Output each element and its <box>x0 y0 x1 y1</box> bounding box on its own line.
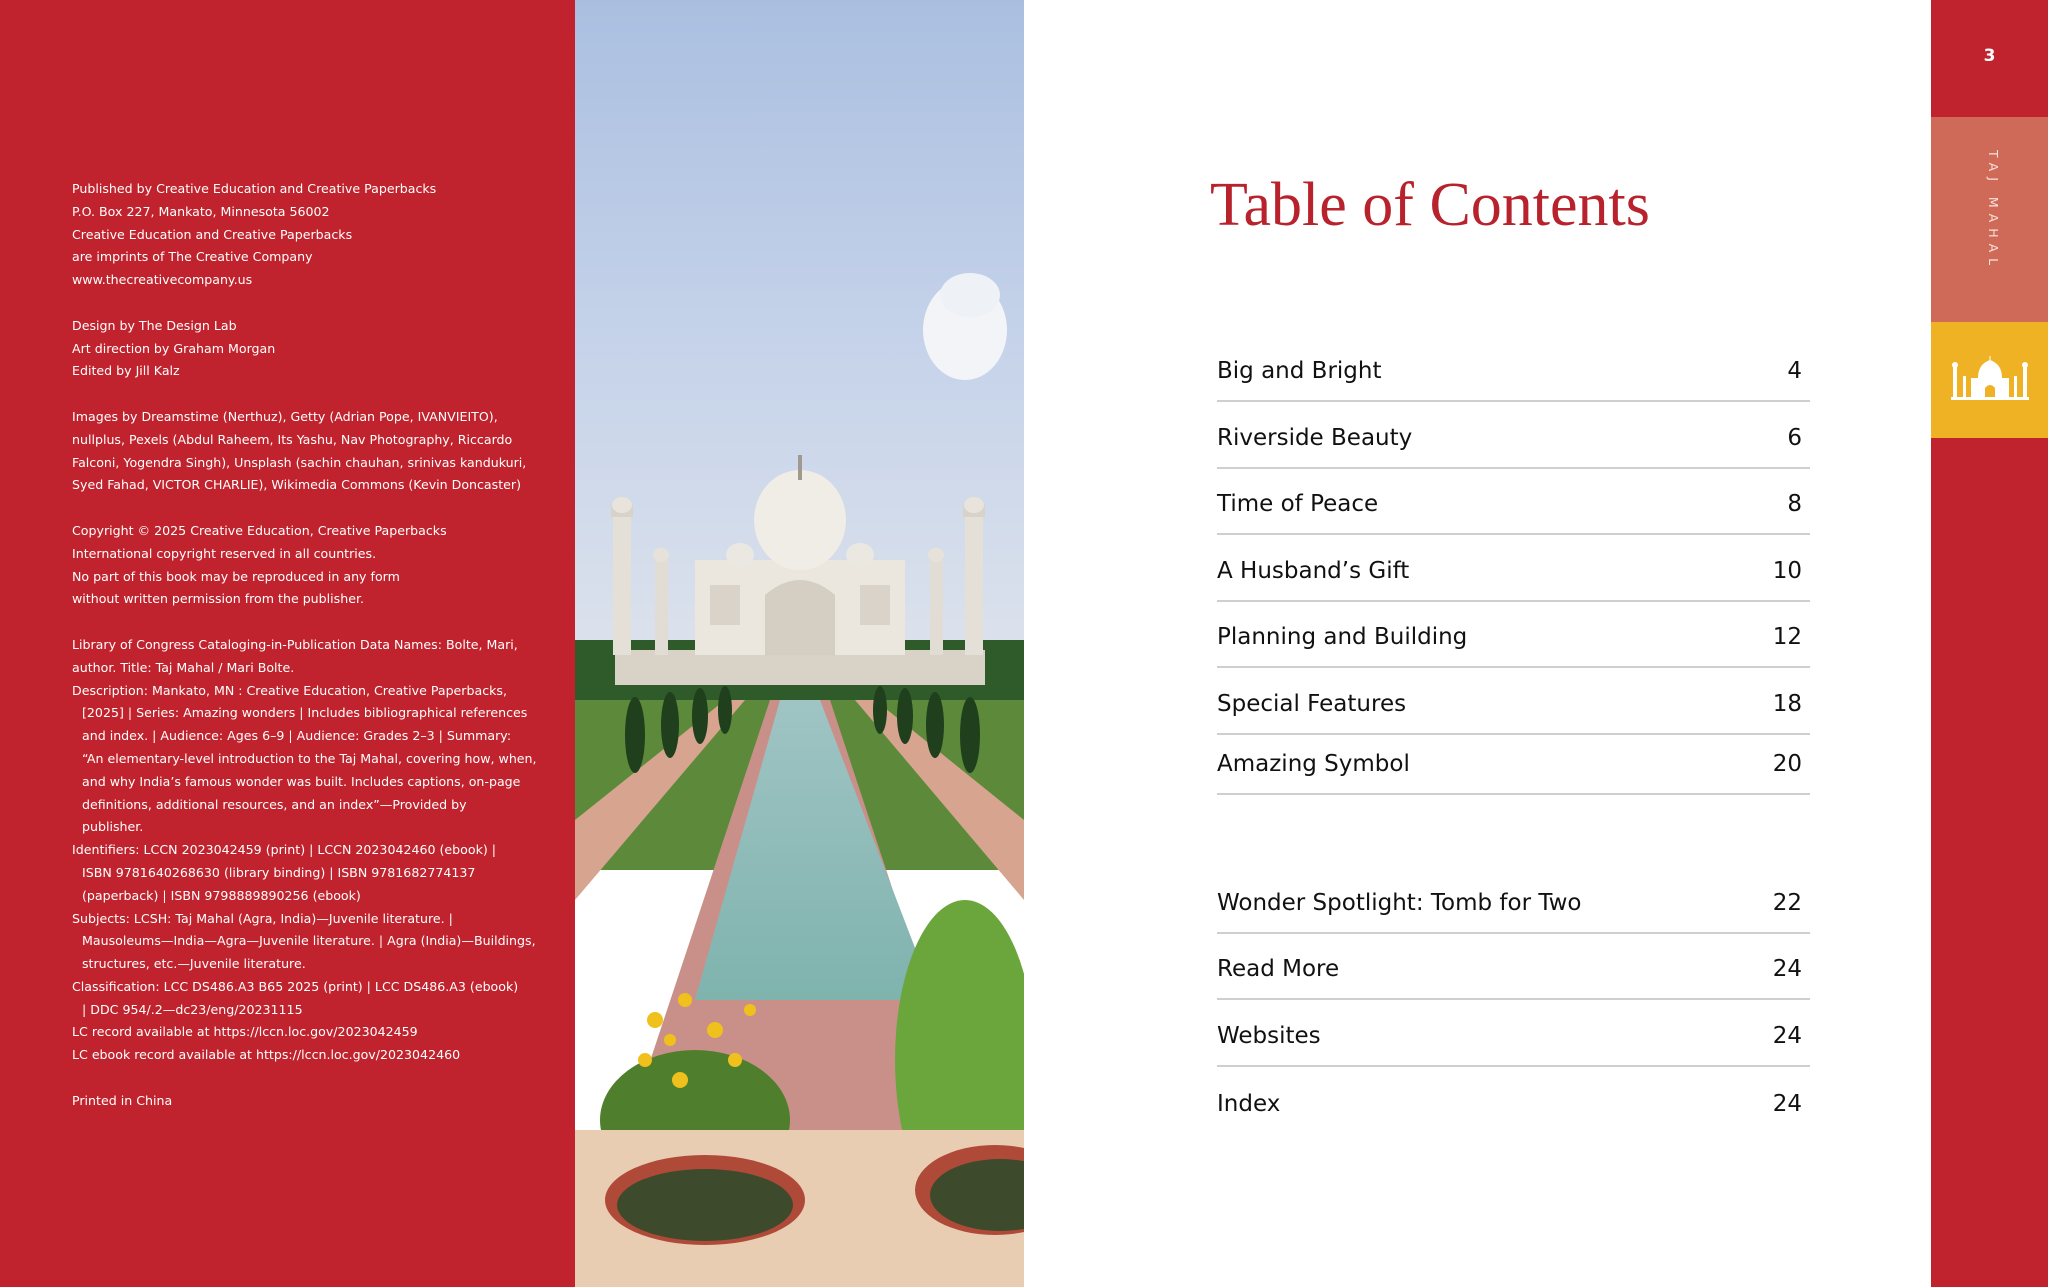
toc-entry-page: 10 <box>1772 558 1802 584</box>
colophon-line: structures, etc.—Juvenile literature. <box>82 956 306 972</box>
toc-entry-page: 20 <box>1772 751 1802 777</box>
section-icon-box <box>1931 322 2048 438</box>
toc-entry-page: 24 <box>1772 1091 1802 1117</box>
colophon-line: without written permission from the publisher. <box>72 591 364 607</box>
colophon-line: Description: Mankato, MN : Creative Education, Creative Paperbacks, <box>72 682 507 698</box>
toc-entry-title: Big and Bright <box>1217 358 1382 384</box>
toc-entry-title: Riverside Beauty <box>1217 425 1413 451</box>
colophon-line: P.O. Box 227, Mankato, Minnesota 56002 <box>72 203 330 219</box>
toc-entry-page: 22 <box>1772 890 1802 916</box>
toc-entry-page: 18 <box>1772 691 1802 717</box>
colophon-line: author. Title: Taj Mahal / Mari Bolte. <box>72 659 295 675</box>
colophon-line: www.thecreativecompany.us <box>72 272 253 288</box>
toc-entry[interactable] <box>1217 1001 1810 1067</box>
toc-entry[interactable] <box>1217 1067 1810 1133</box>
toc-entry-title: Read More <box>1217 956 1340 982</box>
colophon-line: and why India’s famous wonder was built. Includes captions, on-page <box>82 773 521 789</box>
toc-entry-title: Planning and Building <box>1217 624 1468 650</box>
toc-entry[interactable] <box>1217 403 1810 469</box>
colophon-panel <box>0 0 575 1287</box>
toc-entry-title: Amazing Symbol <box>1217 751 1410 777</box>
toc-entry-title: Special Features <box>1217 691 1407 717</box>
toc-entry-title: Index <box>1217 1091 1281 1117</box>
colophon-line: Art direction by Graham Morgan <box>72 340 276 356</box>
colophon-line: Library of Congress Cataloging-in-Publication Data Names: Bolte, Mari, <box>72 636 518 652</box>
colophon-line: (paperback) | ISBN 9798889890256 (ebook) <box>82 887 361 903</box>
toc-entry-page: 24 <box>1772 1023 1802 1049</box>
colophon-line: and index. | Audience: Ages 6–9 | Audience: Grades 2–3 | Summary: <box>82 728 512 744</box>
toc-entry[interactable] <box>1217 934 1810 1000</box>
cataloging-block <box>72 634 537 1067</box>
colophon-line: Identifiers: LCCN 2023042459 (print) | LCCN 2023042460 (ebook) | <box>72 842 497 858</box>
toc-entry[interactable] <box>1217 669 1810 735</box>
toc-entry-page: 8 <box>1787 491 1802 517</box>
colophon-line: nullplus, Pexels (Abdul Raheem, Its Yashu, Nav Photography, Riccardo <box>72 431 513 447</box>
colophon-line: Classification: LCC DS486.A3 B65 2025 (print) | LCC DS486.A3 (ebook) <box>72 978 519 994</box>
toc-entry-page: 6 <box>1787 425 1802 451</box>
toc-entry-page: 24 <box>1772 956 1802 982</box>
colophon-line: ISBN 9781640268630 (library binding) | ISBN 9781682774137 <box>82 864 476 880</box>
colophon-line: [2025] | Series: Amazing wonders | Includes bibliographical references <box>82 705 528 721</box>
toc-entry[interactable] <box>1217 868 1810 934</box>
colophon-line: publisher. <box>82 819 144 835</box>
colophon-line: Syed Fahad, VICTOR CHARLIE), Wikimedia Commons (Kevin Doncaster) <box>72 477 521 493</box>
image-credits-block <box>72 406 527 497</box>
colophon-line: Images by Dreamstime (Nerthuz), Getty (Adrian Pope, IVANVIEITO), <box>72 408 498 424</box>
publisher-block <box>72 178 512 292</box>
colophon-line: are imprints of The Creative Company <box>72 249 313 265</box>
colophon-text <box>72 178 537 1135</box>
colophon-line: | DDC 954/.2—dc23/eng/20231115 <box>82 1001 303 1017</box>
taj-mahal-photo <box>575 0 1024 1287</box>
colophon-line: Creative Education and Creative Paperbacks <box>72 226 353 242</box>
colophon-line: Printed in China <box>72 1092 173 1108</box>
toc-entry-title: A Husband’s Gift <box>1217 558 1410 584</box>
taj-mahal-icon <box>1951 356 2029 405</box>
printed-block <box>72 1090 512 1113</box>
toc-entry[interactable] <box>1217 602 1810 668</box>
toc-entry[interactable] <box>1217 729 1810 795</box>
colophon-line: LC record available at https://lccn.loc.gov/2023042459 <box>72 1024 418 1040</box>
toc-entry-title: Time of Peace <box>1217 491 1379 517</box>
colophon-line: Subjects: LCSH: Taj Mahal (Agra, India)—Juvenile literature. | <box>72 910 453 926</box>
colophon-line: Design by The Design Lab <box>72 317 237 333</box>
toc-entry[interactable] <box>1217 336 1810 402</box>
colophon-line: Mausoleums—India—Agra—Juvenile literature. | Agra (India)—Buildings, <box>82 933 536 949</box>
toc-entry[interactable] <box>1217 536 1810 602</box>
colophon-line: No part of this book may be reproduced in any form <box>72 568 400 584</box>
toc-entry-title: Websites <box>1217 1023 1321 1049</box>
page-title: Table of Contents <box>1210 171 1650 239</box>
colophon-line: Edited by Jill Kalz <box>72 363 180 379</box>
toc-entry-title: Wonder Spotlight: Tomb for Two <box>1217 890 1582 916</box>
colophon-line: International copyright reserved in all countries. <box>72 545 377 561</box>
toc-entry-page: 4 <box>1787 358 1802 384</box>
credits-block <box>72 315 512 383</box>
colophon-line: definitions, additional resources, and an index”—Provided by <box>82 796 467 812</box>
colophon-line: Copyright © 2025 Creative Education, Creative Paperbacks <box>72 522 447 538</box>
section-title: TAJ MAHAL <box>1986 150 2001 272</box>
side-tab <box>1931 0 2048 1287</box>
toc-entry-page: 12 <box>1772 624 1802 650</box>
colophon-line: LC ebook record available at https://lccn.loc.gov/2023042460 <box>72 1047 461 1063</box>
toc-entry[interactable] <box>1217 469 1810 535</box>
colophon-line: Falconi, Yogendra Singh), Unsplash (sachin chauhan, srinivas kandukuri, <box>72 454 527 470</box>
colophon-line: Published by Creative Education and Creative Paperbacks <box>72 181 437 196</box>
page-number: 3 <box>1983 46 1996 66</box>
copyright-block <box>72 520 512 611</box>
colophon-line: “An elementary-level introduction to the Taj Mahal, covering how, when, <box>82 750 537 766</box>
